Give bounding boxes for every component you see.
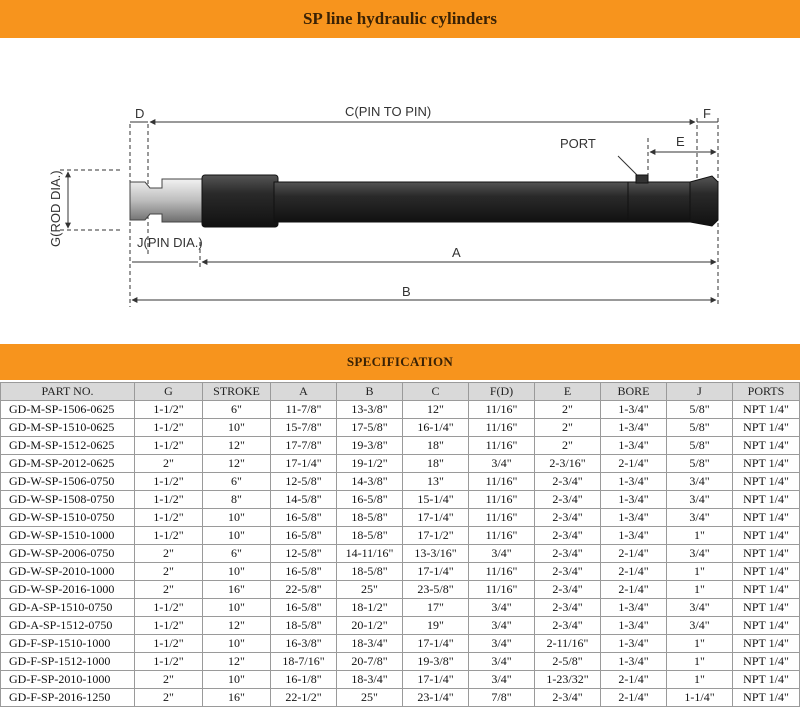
part-number-cell: GD-W-SP-1506-0750 — [1, 473, 135, 491]
table-cell: 1" — [667, 563, 733, 581]
table-cell: 6" — [203, 401, 271, 419]
table-cell: 11/16" — [469, 527, 535, 545]
table-row — [1, 437, 800, 455]
table-cell: NPT 1/4" — [733, 419, 800, 437]
table-cell: 1" — [667, 527, 733, 545]
cylinder-shape — [130, 175, 718, 227]
label-port: PORT — [560, 136, 596, 151]
table-cell: 10" — [203, 527, 271, 545]
table-cell: 18" — [403, 455, 469, 473]
table-row — [1, 473, 800, 491]
table-cell: NPT 1/4" — [733, 581, 800, 599]
table-cell: 18-1/2" — [337, 599, 403, 617]
table-cell: 2-3/16" — [535, 455, 601, 473]
table-cell: 2-3/4" — [535, 689, 601, 707]
table-cell: 2" — [535, 401, 601, 419]
table-row — [1, 419, 800, 437]
table-cell: 2" — [535, 437, 601, 455]
table-cell: NPT 1/4" — [733, 635, 800, 653]
table-cell: 2-3/4" — [535, 545, 601, 563]
table-cell: 1" — [667, 581, 733, 599]
column-header: E — [535, 383, 601, 401]
table-cell: 18-5/8" — [271, 617, 337, 635]
table-cell: 19" — [403, 617, 469, 635]
table-cell: NPT 1/4" — [733, 689, 800, 707]
part-number-cell: GD-W-SP-1508-0750 — [1, 491, 135, 509]
table-cell: NPT 1/4" — [733, 527, 800, 545]
table-cell: 1-1/2" — [135, 419, 203, 437]
table-cell: 2-3/4" — [535, 491, 601, 509]
table-cell: 1-1/2" — [135, 617, 203, 635]
table-cell: 11/16" — [469, 563, 535, 581]
table-cell: NPT 1/4" — [733, 671, 800, 689]
part-number-cell: GD-M-SP-1506-0625 — [1, 401, 135, 419]
label-f: F — [703, 106, 711, 121]
table-cell: 10" — [203, 671, 271, 689]
table-cell: 1-3/4" — [601, 491, 667, 509]
table-cell: 22-5/8" — [271, 581, 337, 599]
table-cell: 12" — [203, 617, 271, 635]
table-row — [1, 653, 800, 671]
table-cell: 12" — [203, 653, 271, 671]
table-cell: NPT 1/4" — [733, 491, 800, 509]
table-cell: 1-1/2" — [135, 509, 203, 527]
table-cell: 13-3/16" — [403, 545, 469, 563]
table-cell: 16-5/8" — [271, 563, 337, 581]
column-header: B — [337, 383, 403, 401]
table-cell: 16-1/4" — [403, 419, 469, 437]
label-a: A — [452, 245, 461, 260]
part-number-cell: GD-A-SP-1512-0750 — [1, 617, 135, 635]
table-cell: 3/4" — [469, 635, 535, 653]
table-cell: 18-3/4" — [337, 671, 403, 689]
table-cell: 3/4" — [469, 545, 535, 563]
table-row — [1, 581, 800, 599]
column-header: G — [135, 383, 203, 401]
table-cell: NPT 1/4" — [733, 617, 800, 635]
table-cell: 2-3/4" — [535, 563, 601, 581]
table-cell: 6" — [203, 473, 271, 491]
table-cell: 5/8" — [667, 419, 733, 437]
table-cell: 3/4" — [469, 671, 535, 689]
table-cell: 2-3/4" — [535, 527, 601, 545]
table-cell: 2" — [135, 689, 203, 707]
part-number-cell: GD-W-SP-1510-0750 — [1, 509, 135, 527]
cylinder-diagram — [0, 42, 800, 342]
table-cell: 1-1/2" — [135, 653, 203, 671]
table-cell: 3/4" — [469, 455, 535, 473]
table-cell: 2" — [135, 671, 203, 689]
part-number-cell: GD-W-SP-1510-1000 — [1, 527, 135, 545]
table-cell: 6" — [203, 545, 271, 563]
part-number-cell: GD-M-SP-1510-0625 — [1, 419, 135, 437]
table-cell: 16-5/8" — [271, 599, 337, 617]
column-header: C — [403, 383, 469, 401]
table-cell: 15-7/8" — [271, 419, 337, 437]
table-cell: 17" — [403, 599, 469, 617]
table-cell: 1-3/4" — [601, 419, 667, 437]
table-row — [1, 491, 800, 509]
table-cell: 17-1/2" — [403, 527, 469, 545]
table-cell: 16" — [203, 689, 271, 707]
table-cell: 18-3/4" — [337, 635, 403, 653]
table-cell: 2-3/4" — [535, 599, 601, 617]
table-cell: 11/16" — [469, 473, 535, 491]
table-cell: NPT 1/4" — [733, 545, 800, 563]
table-cell: 11/16" — [469, 419, 535, 437]
table-cell: NPT 1/4" — [733, 455, 800, 473]
table-cell: 5/8" — [667, 455, 733, 473]
table-cell: 2" — [135, 563, 203, 581]
label-d: D — [135, 106, 145, 121]
table-cell: 2-1/4" — [601, 563, 667, 581]
table-cell: 2-1/4" — [601, 689, 667, 707]
table-cell: 2" — [135, 455, 203, 473]
table-cell: 23-5/8" — [403, 581, 469, 599]
table-cell: 5/8" — [667, 401, 733, 419]
table-cell: 20-7/8" — [337, 653, 403, 671]
table-cell: 1" — [667, 653, 733, 671]
table-cell: 18" — [403, 437, 469, 455]
table-cell: NPT 1/4" — [733, 509, 800, 527]
table-cell: 17-1/4" — [403, 509, 469, 527]
table-cell: 10" — [203, 599, 271, 617]
table-cell: 18-5/8" — [337, 563, 403, 581]
table-cell: 11/16" — [469, 509, 535, 527]
table-cell: 12-5/8" — [271, 473, 337, 491]
table-cell: NPT 1/4" — [733, 563, 800, 581]
table-row — [1, 635, 800, 653]
table-row — [1, 545, 800, 563]
table-cell: 16-5/8" — [271, 509, 337, 527]
table-cell: 1-3/4" — [601, 527, 667, 545]
table-cell: 13" — [403, 473, 469, 491]
table-cell: 1-1/2" — [135, 635, 203, 653]
table-cell: 3/4" — [667, 599, 733, 617]
part-number-cell: GD-W-SP-2016-1000 — [1, 581, 135, 599]
table-cell: 1-1/2" — [135, 437, 203, 455]
part-number-cell: GD-F-SP-1510-1000 — [1, 635, 135, 653]
column-header: A — [271, 383, 337, 401]
table-cell: 2-11/16" — [535, 635, 601, 653]
table-cell: 25" — [337, 689, 403, 707]
table-cell: 23-1/4" — [403, 689, 469, 707]
table-row — [1, 401, 800, 419]
part-number-cell: GD-M-SP-1512-0625 — [1, 437, 135, 455]
table-cell: 2-1/4" — [601, 671, 667, 689]
label-c: C(PIN TO PIN) — [345, 104, 432, 119]
table-cell: 2-5/8" — [535, 653, 601, 671]
table-cell: 1-1/2" — [135, 473, 203, 491]
table-cell: 12" — [403, 401, 469, 419]
table-row — [1, 509, 800, 527]
part-number-cell: GD-F-SP-2010-1000 — [1, 671, 135, 689]
table-cell: 12" — [203, 455, 271, 473]
table-cell: 16-5/8" — [337, 491, 403, 509]
table-cell: 2-3/4" — [535, 617, 601, 635]
table-cell: 1-3/4" — [601, 401, 667, 419]
table-cell: 19-1/2" — [337, 455, 403, 473]
table-cell: 14-11/16" — [337, 545, 403, 563]
table-cell: 1-3/4" — [601, 635, 667, 653]
table-cell: 1-23/32" — [535, 671, 601, 689]
table-cell: 3/4" — [667, 473, 733, 491]
column-header: STROKE — [203, 383, 271, 401]
table-cell: 16-5/8" — [271, 527, 337, 545]
table-cell: 3/4" — [667, 545, 733, 563]
table-cell: 1-1/2" — [135, 599, 203, 617]
table-cell: 17-1/4" — [403, 671, 469, 689]
title-bar — [0, 0, 800, 38]
table-cell: 1-3/4" — [601, 509, 667, 527]
table-cell: 12" — [203, 437, 271, 455]
table-cell: 15-1/4" — [403, 491, 469, 509]
table-cell: 16-3/8" — [271, 635, 337, 653]
table-cell: 14-5/8" — [271, 491, 337, 509]
table-cell: NPT 1/4" — [733, 473, 800, 491]
column-header: BORE — [601, 383, 667, 401]
table-cell: 2-1/4" — [601, 581, 667, 599]
table-cell: 2-3/4" — [535, 509, 601, 527]
label-g: G(ROD DIA.) — [48, 170, 63, 247]
table-cell: 25" — [337, 581, 403, 599]
table-cell: 10" — [203, 419, 271, 437]
table-cell: 1-1/2" — [135, 527, 203, 545]
table-cell: 3/4" — [469, 617, 535, 635]
part-number-cell: GD-F-SP-2016-1250 — [1, 689, 135, 707]
label-b: B — [402, 284, 411, 299]
table-cell: 19-3/8" — [337, 437, 403, 455]
table-cell: 17-5/8" — [337, 419, 403, 437]
table-row — [1, 455, 800, 473]
table-cell: 12-5/8" — [271, 545, 337, 563]
table-cell: 3/4" — [469, 653, 535, 671]
table-cell: 8" — [203, 491, 271, 509]
table-cell: 13-3/8" — [337, 401, 403, 419]
table-cell: NPT 1/4" — [733, 401, 800, 419]
table-cell: NPT 1/4" — [733, 599, 800, 617]
column-header: PART NO. — [1, 383, 135, 401]
table-cell: 11-7/8" — [271, 401, 337, 419]
table-cell: 20-1/2" — [337, 617, 403, 635]
table-cell: 1-3/4" — [601, 653, 667, 671]
table-cell: 2" — [135, 581, 203, 599]
table-header-row — [1, 383, 800, 401]
table-cell: 14-3/8" — [337, 473, 403, 491]
table-cell: 11/16" — [469, 491, 535, 509]
table-cell: 2-3/4" — [535, 473, 601, 491]
table-cell: 17-1/4" — [403, 635, 469, 653]
table-cell: 1" — [667, 635, 733, 653]
label-j: J(PIN DIA.) — [137, 235, 203, 250]
part-number-cell: GD-A-SP-1510-0750 — [1, 599, 135, 617]
table-cell: 2-3/4" — [535, 581, 601, 599]
table-cell: 3/4" — [667, 491, 733, 509]
table-cell: 1-1/2" — [135, 401, 203, 419]
table-cell: 2" — [535, 419, 601, 437]
part-number-cell: GD-W-SP-2010-1000 — [1, 563, 135, 581]
column-header: PORTS — [733, 383, 800, 401]
table-row — [1, 689, 800, 707]
table-cell: 19-3/8" — [403, 653, 469, 671]
table-cell: 2" — [135, 545, 203, 563]
table-cell: 18-5/8" — [337, 509, 403, 527]
table-cell: 2-1/4" — [601, 455, 667, 473]
table-cell: 16" — [203, 581, 271, 599]
table-cell: 5/8" — [667, 437, 733, 455]
part-number-cell: GD-W-SP-2006-0750 — [1, 545, 135, 563]
table-cell: 16-1/8" — [271, 671, 337, 689]
table-cell: 1-3/4" — [601, 617, 667, 635]
table-cell: NPT 1/4" — [733, 437, 800, 455]
part-number-cell: GD-F-SP-1512-1000 — [1, 653, 135, 671]
table-row — [1, 563, 800, 581]
page-title: SP line hydraulic cylinders — [302, 9, 498, 28]
table-cell: 10" — [203, 563, 271, 581]
table-cell: 3/4" — [667, 509, 733, 527]
table-cell: 1-3/4" — [601, 473, 667, 491]
table-cell: 11/16" — [469, 437, 535, 455]
table-cell: 7/8" — [469, 689, 535, 707]
label-e: E — [676, 134, 685, 149]
spec-title-bar — [0, 344, 800, 380]
table-cell: 3/4" — [667, 617, 733, 635]
table-cell: 22-1/2" — [271, 689, 337, 707]
table-cell: 18-5/8" — [337, 527, 403, 545]
column-header: J — [667, 383, 733, 401]
table-row — [1, 617, 800, 635]
spec-title: SPECIFICATION — [346, 354, 454, 369]
part-number-cell: GD-M-SP-2012-0625 — [1, 455, 135, 473]
table-cell: 1-3/4" — [601, 599, 667, 617]
table-cell: 17-1/4" — [271, 455, 337, 473]
table-cell: 1-1/2" — [135, 491, 203, 509]
spec-table — [0, 382, 800, 707]
table-cell: 3/4" — [469, 599, 535, 617]
table-row — [1, 527, 800, 545]
table-cell: 17-7/8" — [271, 437, 337, 455]
table-row — [1, 599, 800, 617]
table-cell: 11/16" — [469, 581, 535, 599]
table-cell: NPT 1/4" — [733, 653, 800, 671]
column-header: F(D) — [469, 383, 535, 401]
table-cell: 18-7/16" — [271, 653, 337, 671]
table-cell: 1-3/4" — [601, 437, 667, 455]
table-cell: 1-1/4" — [667, 689, 733, 707]
table-cell: 2-1/4" — [601, 545, 667, 563]
table-cell: 10" — [203, 635, 271, 653]
table-cell: 1" — [667, 671, 733, 689]
table-cell: 17-1/4" — [403, 563, 469, 581]
table-row — [1, 671, 800, 689]
table-cell: 10" — [203, 509, 271, 527]
table-cell: 11/16" — [469, 401, 535, 419]
